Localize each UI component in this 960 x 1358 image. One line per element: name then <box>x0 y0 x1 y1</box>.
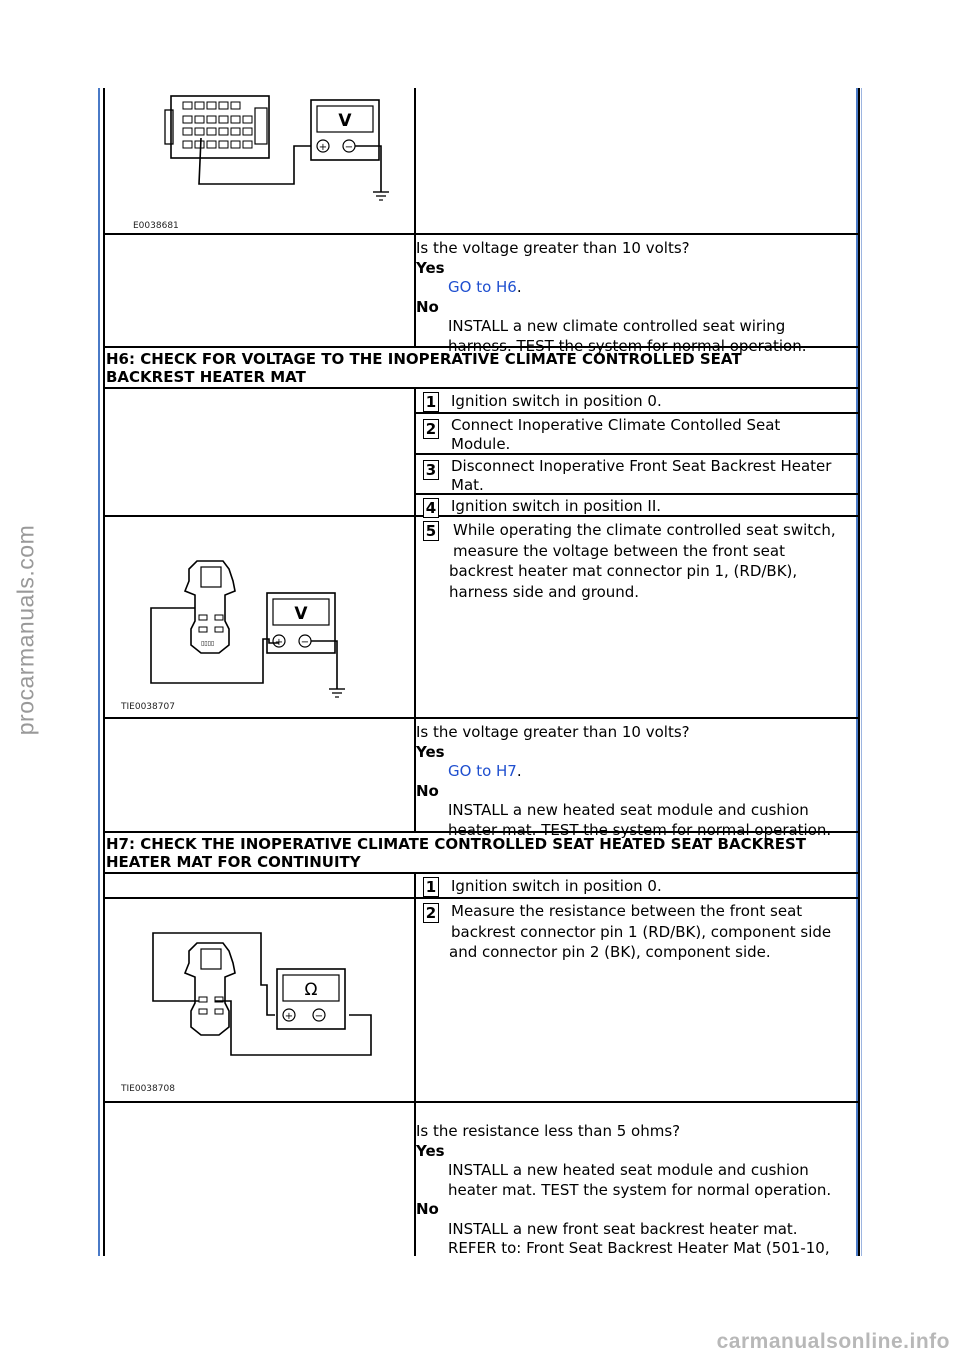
h6-step-5-cell <box>415 517 858 717</box>
result-row-2 <box>105 719 858 839</box>
goto-h6-suffix: . <box>516 278 522 296</box>
step-text-line1: While operating the climate controlled seat switch, <box>453 521 836 539</box>
step-text-line1: Measure the resistance between the front seat <box>451 902 803 920</box>
no-action-1-line2: harness. TEST the system for normal operation. <box>448 336 807 355</box>
figure-cell-2 <box>105 517 416 717</box>
result-row-1 <box>105 235 858 355</box>
step-number-badge: 1 <box>423 877 439 897</box>
h6-title-line1: H6: CHECK FOR VOLTAGE TO THE INOPERATIVE CLIMATE CONTROLLED SEAT <box>106 350 742 368</box>
step-text: Ignition switch in position 0. <box>451 392 662 410</box>
question-3: Is the resistance less than 5 ohms? <box>416 1122 681 1140</box>
h7-step-2-cell <box>415 899 858 1101</box>
h6-step-2 <box>415 414 858 455</box>
goto-h7-suffix: . <box>516 762 522 780</box>
h6-steps-row <box>105 389 858 517</box>
no-action-1-line1: INSTALL a new climate controlled seat wiring <box>448 317 786 335</box>
side-watermark-text: procarmanuals.com <box>12 524 39 736</box>
figure-id-3: TIE0038708 <box>121 1084 175 1094</box>
voltmeter-connector-diagram-2 <box>119 525 409 715</box>
figure-note-cell-1 <box>415 88 858 233</box>
figure-cell-3 <box>105 899 416 1101</box>
step-number-badge: 2 <box>423 419 439 439</box>
result-row-3 <box>105 1103 858 1256</box>
question-2: Is the voltage greater than 10 volts? <box>416 723 690 741</box>
result-cell-1 <box>415 235 858 355</box>
voltmeter-connector-diagram-1 <box>119 88 409 233</box>
goto-h6-link[interactable]: GO to H6 <box>448 278 517 296</box>
ohmmeter-connector-diagram <box>119 905 409 1099</box>
h6-title <box>106 350 854 386</box>
step-text-line3: backrest heater mat connector pin 1, (RD/BK), <box>449 562 798 580</box>
no-label-3: No <box>416 1200 439 1218</box>
step-number-badge: 1 <box>423 392 439 412</box>
h6-step-3 <box>415 455 858 495</box>
step-number-badge: 4 <box>423 498 439 518</box>
ohmmeter-symbol: Ω <box>304 980 318 1000</box>
bottom-watermark: carmanualsonline.info <box>716 1330 950 1353</box>
step-text-line2: measure the voltage between the front seat <box>453 541 785 560</box>
side-watermark <box>8 480 44 780</box>
step-number-badge: 2 <box>423 903 439 923</box>
figure-id-1: E0038681 <box>133 221 179 231</box>
yes-label-3: Yes <box>416 1141 445 1160</box>
voltmeter-symbol: V <box>294 604 308 624</box>
diagnostic-table <box>103 88 860 1256</box>
h7-title-line1: H7: CHECK THE INOPERATIVE CLIMATE CONTROLLED SEAT HEATED SEAT BACKREST <box>106 835 807 853</box>
plus-terminal-label: + <box>284 1011 294 1022</box>
h7-step-1-empty-cell <box>105 874 416 897</box>
h6-title-line2: BACKREST HEATER MAT <box>106 368 306 386</box>
no-action-2-line2: heater mat. TEST the system for normal operation. <box>448 820 832 839</box>
step-text-line1: Disconnect Inoperative Front Seat Backrest Heater <box>451 457 832 475</box>
plus-terminal-label: + <box>318 142 328 153</box>
yes-label-1: Yes <box>416 258 445 277</box>
goto-h7-link[interactable]: GO to H7 <box>448 762 517 780</box>
no-action-2-line1: INSTALL a new heated seat module and cushion <box>448 801 809 819</box>
h7-title <box>106 835 854 871</box>
result-empty-cell-2 <box>105 719 416 831</box>
result-cell-2 <box>415 719 858 839</box>
yes-label-2: Yes <box>416 742 445 761</box>
voltmeter-symbol: V <box>338 111 352 131</box>
plus-terminal-label: + <box>274 637 284 648</box>
step-text-line1: Connect Inoperative Climate Contolled Seat <box>451 416 781 434</box>
minus-terminal-label: − <box>344 142 354 153</box>
step-text: Ignition switch in position II. <box>451 497 662 515</box>
h7-title-line2: HEATER MAT FOR CONTINUITY <box>106 853 361 871</box>
question-1: Is the voltage greater than 10 volts? <box>416 239 690 257</box>
figure-id-2: TIE0038707 <box>121 702 175 712</box>
result-empty-cell-1 <box>105 235 416 346</box>
h6-figure-row <box>105 517 858 719</box>
no-action-3-line1: INSTALL a new front seat backrest heater mat. <box>448 1219 798 1238</box>
yes-action-3-line1: INSTALL a new heated seat module and cushion <box>448 1161 809 1179</box>
minus-terminal-label: − <box>300 637 310 648</box>
step-text: Ignition switch in position 0. <box>451 877 662 895</box>
step-text-line3: and connector pin 2 (BK), component side. <box>449 943 771 961</box>
h6-steps-empty-cell <box>105 389 416 515</box>
figure-row-1 <box>105 88 858 235</box>
h6-step-4 <box>415 495 858 517</box>
minus-terminal-label: − <box>314 1011 324 1022</box>
no-action-3-line2: REFER to: Front Seat Backrest Heater Mat (501-10, <box>448 1239 830 1257</box>
yes-action-3-line2: heater mat. TEST the system for normal operation. <box>448 1180 832 1199</box>
h7-step-1-row <box>105 874 858 899</box>
h6-steps-cell <box>415 389 858 515</box>
figure-cell-1 <box>105 88 416 233</box>
result-cell-3 <box>415 1103 858 1256</box>
no-label-1: No <box>416 297 439 316</box>
step-text-line2: Module. <box>451 435 511 453</box>
result-empty-cell-3 <box>105 1103 416 1256</box>
h7-figure-row <box>105 899 858 1103</box>
h7-step-1 <box>415 874 858 897</box>
step-text-line2: backrest connector pin 1 (RD/BK), component side <box>451 922 832 941</box>
step-number-badge: 3 <box>423 460 439 480</box>
step-number-badge: 5 <box>423 521 439 541</box>
step-text-line2: Mat. <box>451 476 484 494</box>
h6-header-row <box>105 348 858 389</box>
h7-header-row <box>105 833 858 874</box>
step-text-line4: harness side and ground. <box>449 582 640 601</box>
h6-step-1 <box>415 389 858 414</box>
no-label-2: No <box>416 781 439 800</box>
svg-text:▯▯▯▯: ▯▯▯▯ <box>201 640 215 647</box>
